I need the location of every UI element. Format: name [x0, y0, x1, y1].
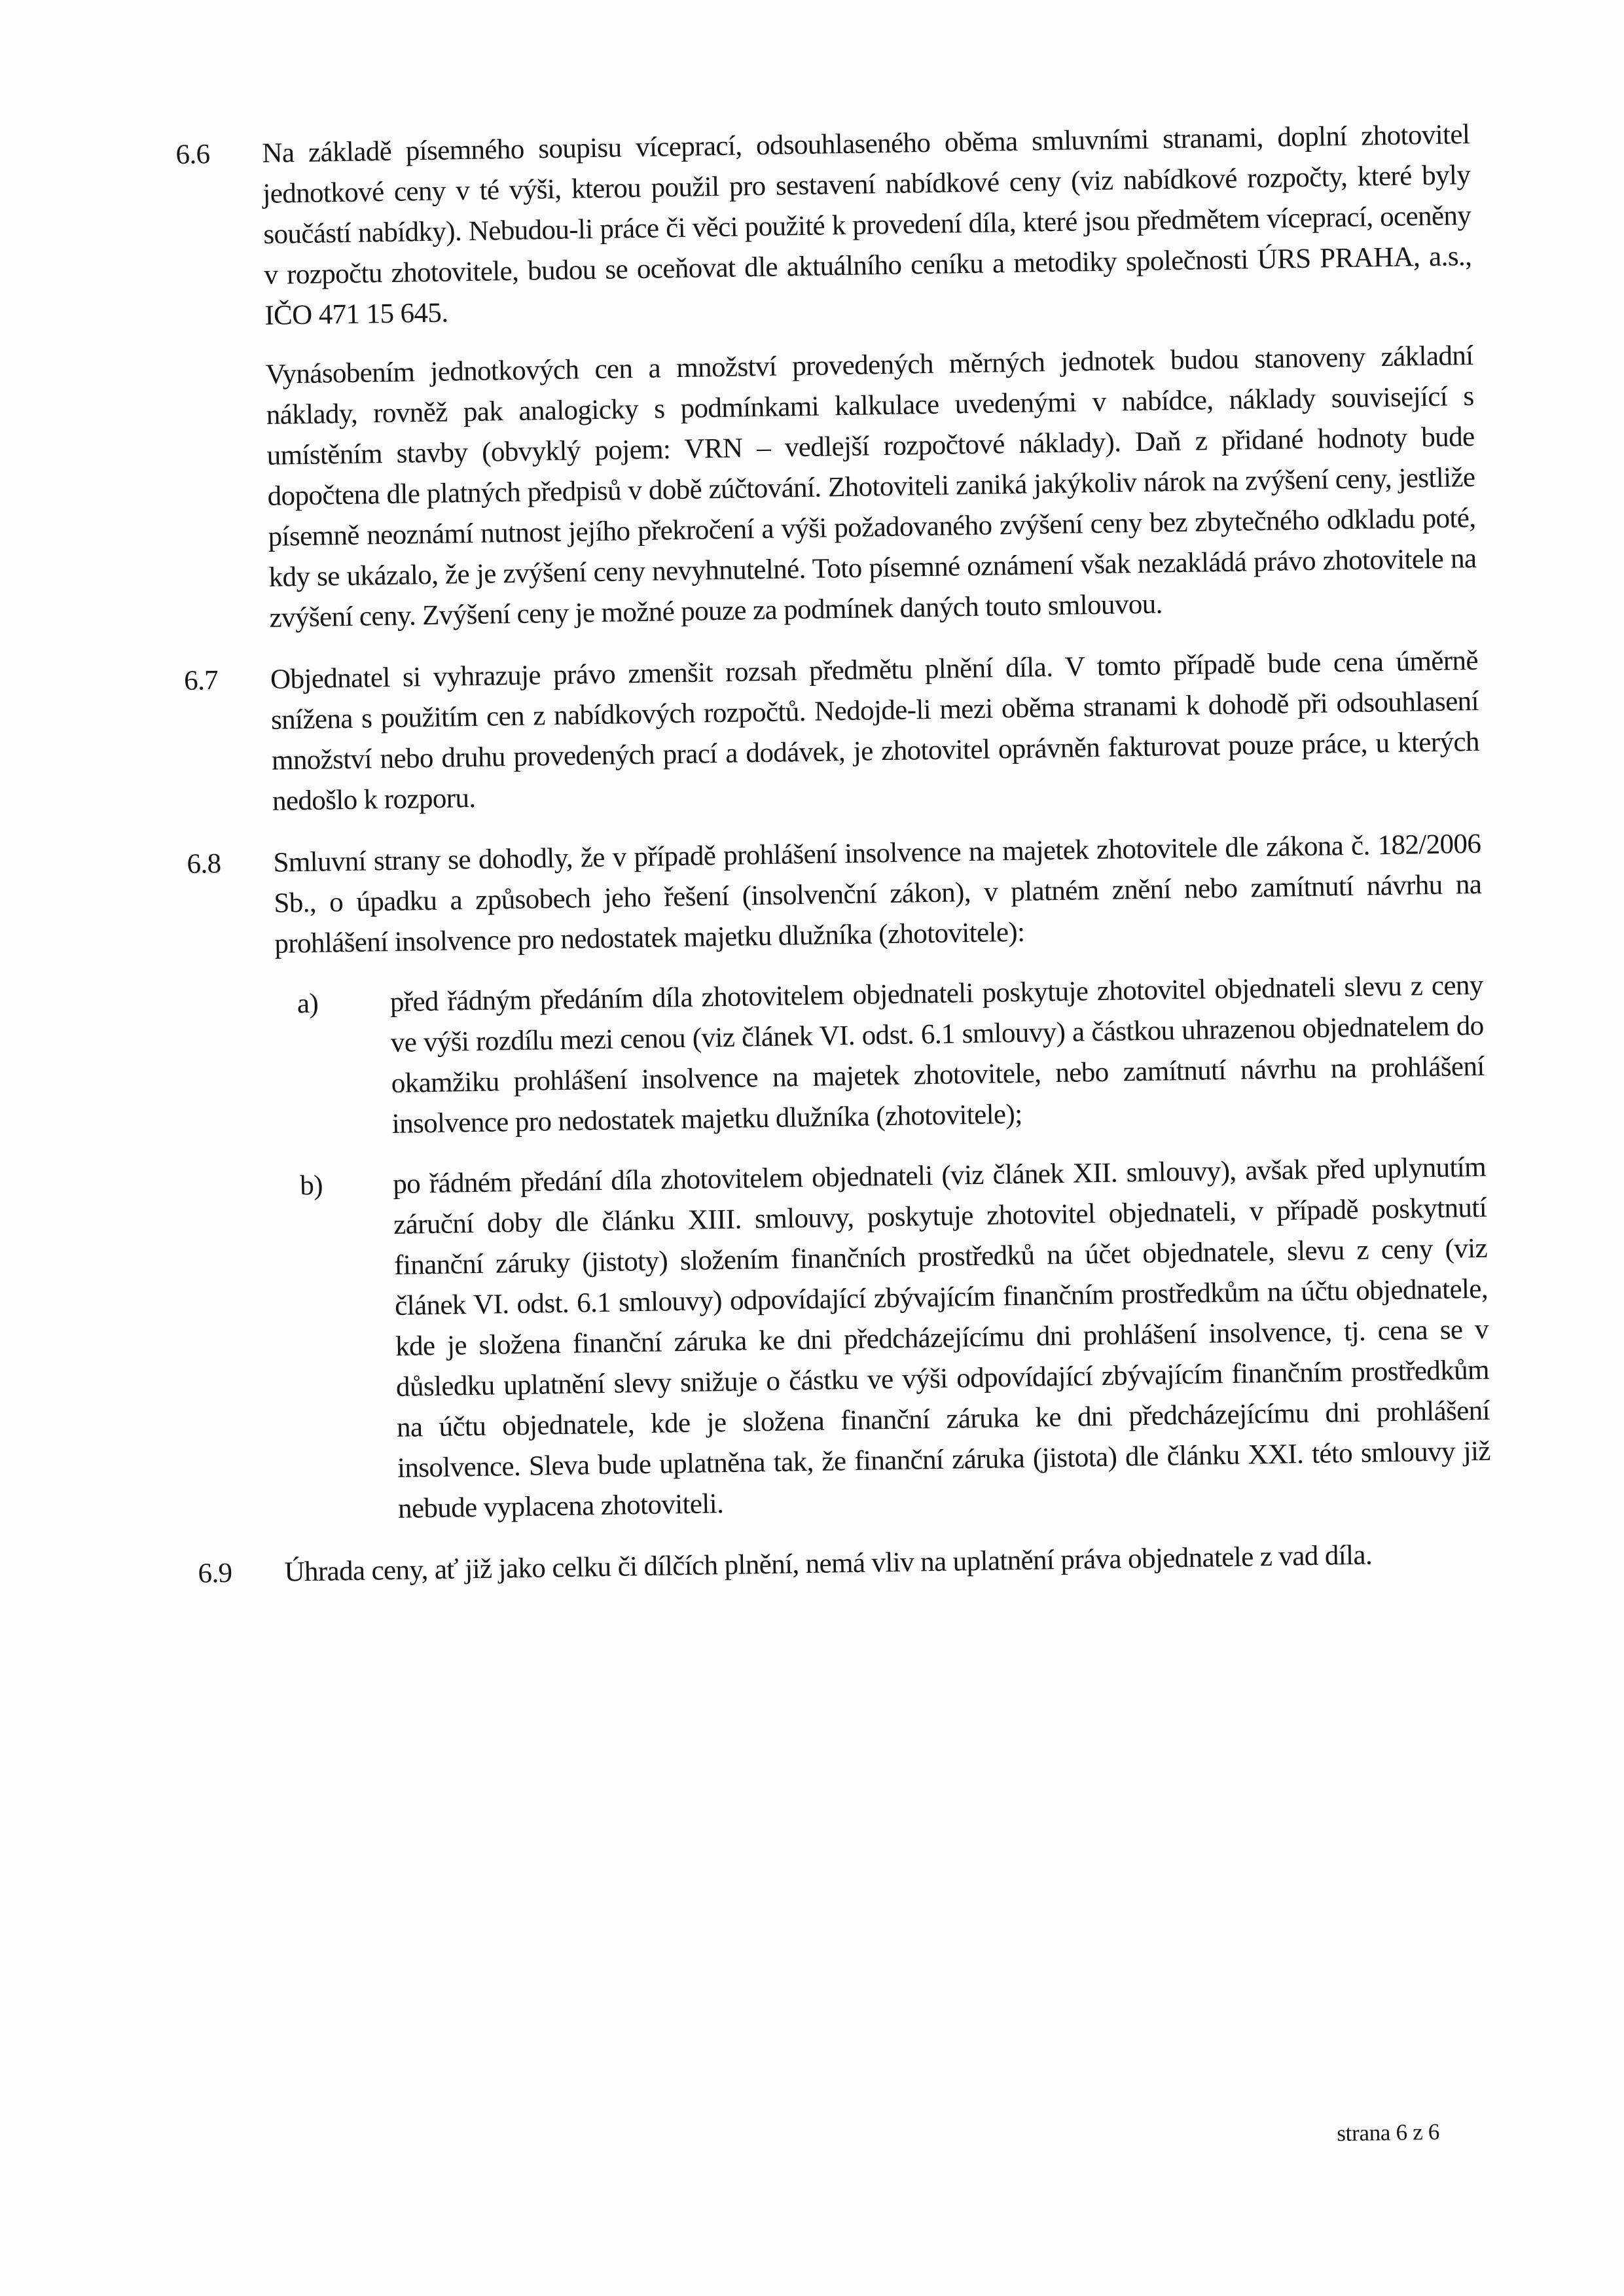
page-footer: strana 6 z 6 — [1337, 2119, 1440, 2146]
section-6-6 — [175, 115, 1477, 640]
subitem-marker: b) — [299, 1170, 323, 1202]
subitem-b — [278, 1147, 1492, 1532]
paragraph: Úhrada ceny, ať již jako celku či dílčích plnění, nemá vliv na uplatnění práva objednatele z vad díla. — [284, 1539, 1373, 1588]
section-6-9 — [198, 1534, 1492, 1594]
subitem-text: po řádném předání díla zhotovitelem objednateli (viz článek XII. smlouvy), avšak před uplynutím záruční doby dle článku XIII. smlouvy, poskytuje zhotovitel objednateli, v případě poskytnutí finanční záruky (jistoty) složením finančních prostředků na účet objednatele, slevu z ceny (viz článek VI. odst. 6.1 smlouvy) odpovídající zbývajícím finančním prostředkům na účtu objednatele, kde je složena finanční záruka ke dni předcházejícímu dni prohlášení insolvence, tj. cena se v důsledku uplatnění slevy snižuje o částku ve výši odpovídající zbývajícím finančním prostředkům na účtu objednatele, kde je složena finanční záruka ke dni předcházejícímu dni prohlášení insolvence. Sleva bude uplatněna tak, že finanční záruka (jistota) dle článku XXI. této smlouvy již nebude vyplacena zhotoviteli. — [392, 1151, 1491, 1524]
contract-page — [175, 115, 1492, 1594]
subitem-a — [275, 965, 1485, 1147]
paragraph: Smluvní strany se dohodly, že v případě prohlášení insolvence na majetek zhotovitele dle zákona č. 182/2006 Sb., o úpadku a způsobech jeho řešení (insolvenční zákon), v platném znění nebo zamítnutí návrhu na prohlášení insolvence pro nedostatek majetku dlužníka (zhotovitele): — [273, 828, 1482, 960]
section-body — [270, 641, 1481, 822]
section-6-7 — [184, 641, 1481, 823]
subitem-marker: a) — [297, 988, 319, 1020]
section-number: 6.7 — [183, 665, 219, 696]
section-body — [273, 824, 1491, 1532]
paragraph: Objednatel si vyhrazuje právo zmenšit rozsah předmětu plnění díla. V tomto případě bude cena úměrně snížena s použitím cen z nabídkových rozpočtů. Nedojde-li mezi oběma stranami k dohodě při odsouhlasení množství nebo druhu provedených prací a dodávek, je zhotovitel oprávněn fakturovat pouze práce, u kterých nedošlo k rozporu. — [270, 645, 1480, 817]
section-number: 6.8 — [187, 848, 221, 880]
section-number: 6.6 — [175, 139, 210, 170]
paragraph: Na základě písemného soupisu víceprací, odsouhlaseného oběma smluvními stranami, doplní zhotovitel jednotkové ceny v té výši, kterou použil pro sestavení nabídkové ceny (viz nabídkové rozpočty, které byly součástí nabídky). Nebudou-li práce či věci použité k provedení díla, které jsou předmětem víceprací, oceněny v rozpočtu zhotovitele, budou se oceňovat dle aktuálního ceníku a metodiky společnosti ÚRS PRAHA, a.s., IČO 471 15 645. — [262, 118, 1472, 331]
section-6-8 — [187, 824, 1491, 1533]
section-body — [262, 115, 1477, 639]
subitem-text: před řádným předáním díla zhotovitelem objednateli poskytuje zhotovitel objednateli slevu z ceny ve výši rozdílu mezi cenou (viz článek VI. odst. 6.1 smlouvy) a částkou uhrazenou objednatelem do okamžiku prohlášení insolvence na majetek zhotovitele, nebo zamítnutí návrhu na prohlášení insolvence pro nedostatek majetku dlužníka (zhotovitele); — [389, 969, 1485, 1139]
section-number: 6.9 — [198, 1557, 232, 1589]
paragraph: Vynásobením jednotkových cen a množství provedených měrných jednotek budou stanoveny základní náklady, rovněž pak analogicky s podmínkami kalkulace uvedenými v nabídce, náklady související s umístěním stavby (obvyklý pojem: VRN – vedlejší rozpočtové náklady). Daň z přidané hodnoty bude dopočtena dle platných předpisů v době zúčtování. Zhotoviteli zaniká jakýkoliv nárok na zvýšení ceny, jestliže písemně neoznámí nutnost jejího překročení a výši požadovaného zvýšení ceny bez zbytečného odkladu poté, kdy se ukázalo, že je zvýšení ceny nevyhnutelné. Toto písemné oznámení však nezakládá právo zhotovitele na zvýšení ceny. Zvýšení ceny je možné pouze za podmínek daných touto smlouvou. — [265, 340, 1477, 634]
section-body — [284, 1534, 1492, 1593]
